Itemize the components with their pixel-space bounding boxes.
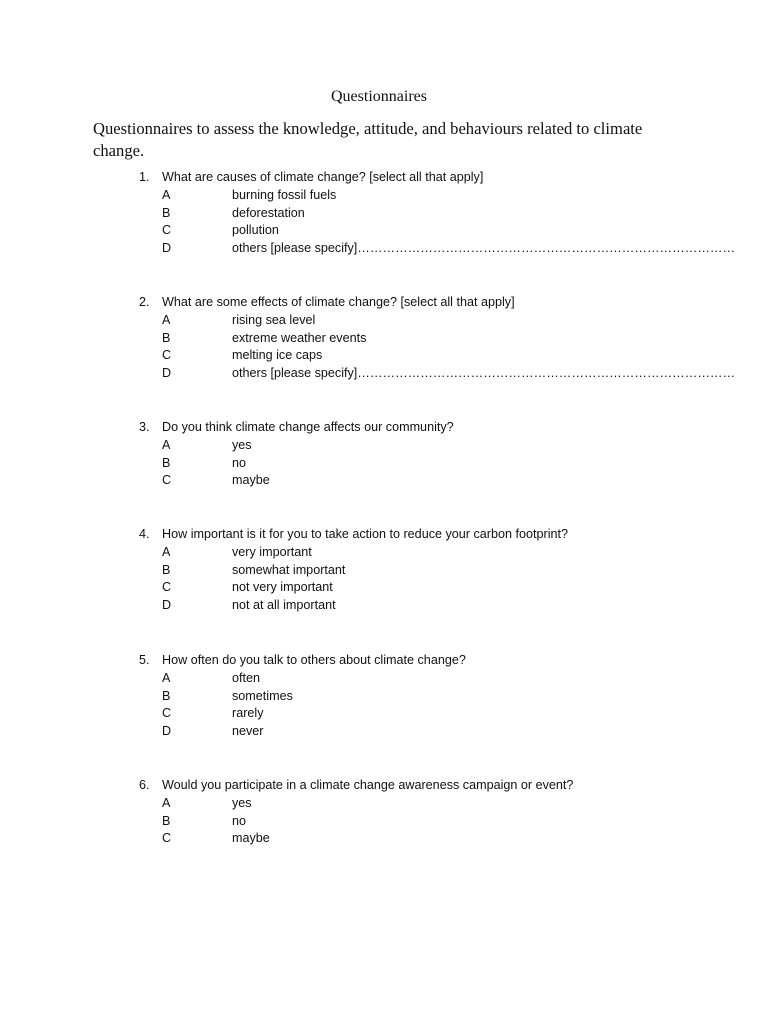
- option-letter: A: [162, 437, 171, 452]
- intro-paragraph: Questionnaires to assess the knowledge, attitude, and behaviours related to climate change.: [93, 119, 643, 160]
- option-letter: C: [162, 473, 172, 488]
- question-number: 3.: [139, 420, 150, 434]
- option-text-specify: others [please specify]………………………………………………………………………………: [232, 366, 736, 380]
- option-text: yes: [232, 795, 252, 810]
- option-row: [0, 597, 768, 615]
- option-text: very important: [232, 544, 312, 559]
- option-letter: C: [162, 706, 172, 721]
- option-row: [0, 688, 768, 706]
- option-letter: D: [162, 598, 172, 612]
- question-4: [0, 526, 768, 615]
- question-line: [0, 777, 768, 795]
- option-text: somewhat important: [232, 562, 346, 577]
- question-1: [0, 169, 768, 258]
- question-line: [0, 652, 768, 670]
- option-letter: C: [162, 831, 172, 846]
- option-letter: B: [162, 330, 171, 345]
- option-letter: B: [162, 813, 171, 828]
- question-text: What are causes of climate change? [select all that apply]: [162, 170, 484, 184]
- option-letter: A: [162, 187, 171, 202]
- option-letter: B: [162, 562, 171, 577]
- option-row: [0, 347, 768, 365]
- option-row: [0, 544, 768, 562]
- option-text: not very important: [232, 580, 333, 595]
- option-row: [0, 579, 768, 597]
- question-number: 4.: [139, 527, 150, 541]
- option-row: [0, 312, 768, 330]
- option-letter: D: [162, 724, 172, 738]
- question-line: [0, 294, 768, 312]
- question-text: Do you think climate change affects our community?: [162, 420, 454, 434]
- option-row: [0, 187, 768, 205]
- option-row: [0, 330, 768, 348]
- option-text: no: [232, 813, 247, 828]
- option-letter: A: [162, 670, 171, 685]
- option-letter: B: [162, 455, 171, 470]
- option-row: [0, 813, 768, 831]
- option-text: burning fossil fuels: [232, 187, 337, 202]
- option-row: [0, 472, 768, 490]
- option-letter: C: [162, 223, 172, 238]
- option-text: maybe: [232, 473, 270, 488]
- question-6: [0, 777, 768, 848]
- question-5: [0, 652, 768, 741]
- option-text: pollution: [232, 223, 279, 238]
- option-letter: D: [162, 241, 172, 255]
- question-text: What are some effects of climate change? [select all that apply]: [162, 295, 515, 309]
- option-row: [0, 240, 768, 258]
- question-line: [0, 169, 768, 187]
- option-text-specify: others [please specify]………………………………………………………………………………: [232, 241, 736, 255]
- question-line: [0, 419, 768, 437]
- question-text: How important is it for you to take action to reduce your carbon footprint?: [162, 527, 569, 541]
- question-number: 2.: [139, 295, 150, 309]
- option-text: melting ice caps: [232, 348, 323, 363]
- option-row: [0, 365, 768, 383]
- option-text: maybe: [232, 831, 270, 846]
- option-row: [0, 705, 768, 723]
- option-row: [0, 670, 768, 688]
- option-letter: A: [162, 312, 171, 327]
- option-letter: A: [162, 795, 171, 810]
- option-letter: B: [162, 205, 171, 220]
- option-row: [0, 830, 768, 848]
- question-3: [0, 419, 768, 490]
- option-text: yes: [232, 437, 252, 452]
- option-row: [0, 455, 768, 473]
- page-title: Questionnaires: [331, 88, 427, 105]
- question-number: 5.: [139, 653, 150, 667]
- option-row: [0, 562, 768, 580]
- option-letter: B: [162, 688, 171, 703]
- question-number: 1.: [139, 170, 150, 184]
- option-row: [0, 795, 768, 813]
- option-text: not at all important: [232, 598, 336, 612]
- option-letter: A: [162, 544, 171, 559]
- option-letter: C: [162, 580, 172, 595]
- option-row: [0, 723, 768, 741]
- question-text: How often do you talk to others about climate change?: [162, 653, 466, 667]
- option-text: rarely: [232, 706, 264, 721]
- option-text: rising sea level: [232, 312, 316, 327]
- question-text: Would you participate in a climate change awareness campaign or event?: [162, 778, 574, 792]
- question-2: [0, 294, 768, 383]
- option-text: extreme weather events: [232, 330, 367, 345]
- option-text: often: [232, 670, 261, 685]
- option-letter: C: [162, 348, 172, 363]
- option-text: no: [232, 455, 247, 470]
- option-text: sometimes: [232, 688, 293, 703]
- option-row: [0, 437, 768, 455]
- option-row: [0, 222, 768, 240]
- question-number: 6.: [139, 778, 150, 792]
- option-text: deforestation: [232, 205, 305, 220]
- option-letter: D: [162, 366, 172, 380]
- option-text: never: [232, 724, 264, 738]
- question-line: [0, 526, 768, 544]
- option-row: [0, 205, 768, 223]
